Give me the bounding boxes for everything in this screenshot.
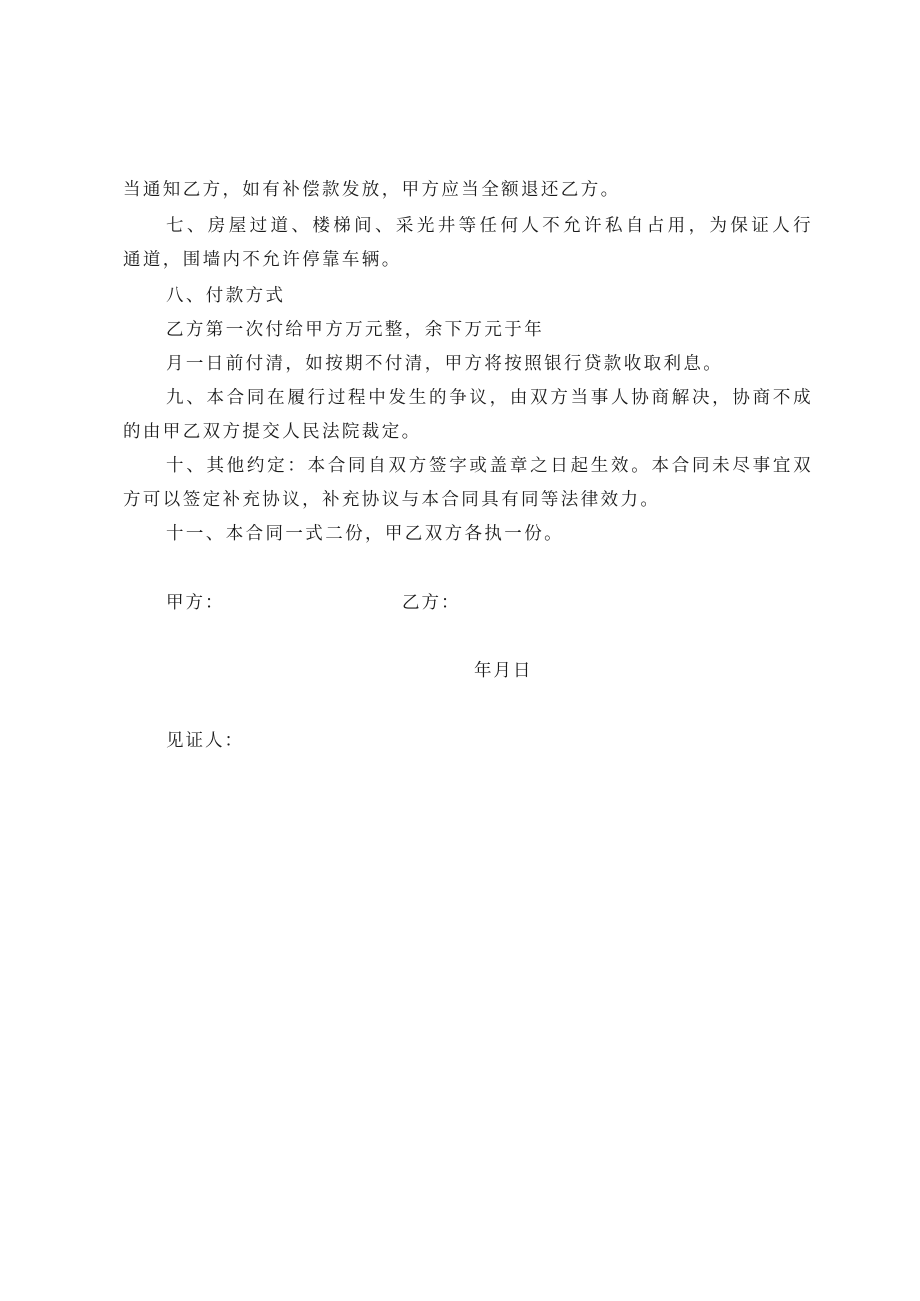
witness-signature-label: 见证人：: [166, 731, 244, 751]
clause-six-continuation: 当通知乙方，如有补偿款发放，甲方应当全额退还乙方。: [123, 180, 621, 200]
party-b-signature-label: 乙方：: [402, 593, 461, 613]
clause-ten-line-2: 方可以签定补充协议，补充协议与本合同具有同等法律效力。: [123, 490, 661, 510]
clause-eight-payment-line-2: 月一日前付清，如按期不付清，甲方将按照银行贷款收取利息。: [166, 354, 724, 374]
clause-nine-line-2: 的由甲乙双方提交人民法院裁定。: [123, 422, 422, 442]
clause-eight-heading: 八、付款方式: [166, 286, 286, 306]
signing-date-label: 年月日: [474, 661, 533, 681]
clause-ten-line-1: 十、其他约定：本合同自双方签字或盖章之日起生效。本合同未尽事宜双: [166, 456, 813, 476]
clause-seven-line-1: 七、房屋过道、楼梯间、采光井等任何人不允许私自占用，为保证人行: [166, 216, 813, 236]
clause-seven-line-2: 通道，围墙内不允许停靠车辆。: [123, 250, 402, 270]
clause-eleven: 十一、本合同一式二份，甲乙双方各执一份。: [166, 524, 564, 544]
clause-nine-line-1: 九、本合同在履行过程中发生的争议，由双方当事人协商解决，协商不成: [166, 388, 813, 408]
party-a-signature-label: 甲方：: [166, 593, 225, 613]
clause-eight-payment-line-1: 乙方第一次付给甲方万元整，余下万元于年: [166, 320, 545, 340]
